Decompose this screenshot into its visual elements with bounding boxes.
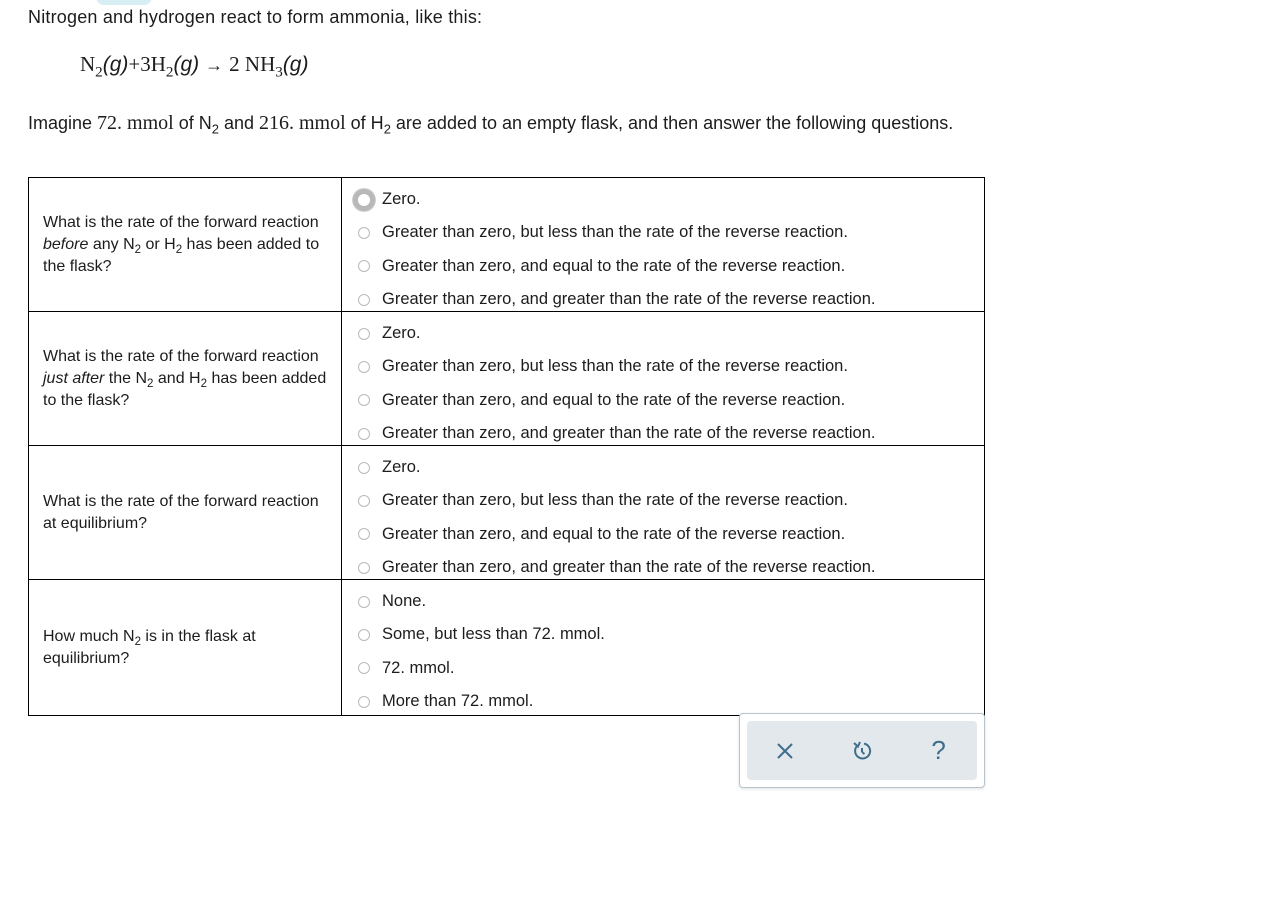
answer-option[interactable] — [342, 484, 984, 517]
answer-toolbar — [739, 713, 985, 788]
answer-option[interactable] — [342, 451, 984, 484]
answer-options — [342, 446, 984, 579]
option-label: More than 72. mmol. — [382, 692, 534, 711]
question-row — [29, 311, 984, 445]
answer-option[interactable] — [342, 384, 984, 417]
radio-button[interactable] — [358, 596, 370, 608]
answer-option[interactable] — [342, 216, 984, 249]
option-label: Greater than zero, but less than the rate of the reverse reaction. — [382, 357, 848, 376]
eq-nh3: 2 NH — [229, 52, 276, 76]
option-label: Zero. — [382, 190, 421, 209]
answer-option[interactable] — [342, 618, 984, 651]
radio-button[interactable] — [358, 629, 370, 641]
question-row — [29, 178, 984, 311]
answer-option[interactable] — [342, 183, 984, 216]
answer-options — [342, 178, 984, 311]
clear-button[interactable] — [765, 731, 805, 771]
option-label: Zero. — [382, 324, 421, 343]
radio-button[interactable] — [358, 662, 370, 674]
answer-option[interactable] — [342, 518, 984, 551]
undo-icon — [851, 740, 873, 762]
answer-option[interactable] — [342, 350, 984, 383]
radio-button[interactable] — [358, 260, 370, 272]
option-label: Greater than zero, and equal to the rate of the reverse reaction. — [382, 390, 846, 409]
option-label: Some, but less than 72. mmol. — [382, 625, 605, 644]
arrow-icon: → — [205, 55, 224, 75]
x-icon — [775, 741, 795, 761]
eq-h2: +3H — [128, 52, 166, 76]
radio-button[interactable] — [358, 227, 370, 239]
toolbar-buttons — [747, 721, 977, 780]
eq-n2: N — [80, 52, 96, 76]
question-text: How much $N_2$ is in the flask at equilibrium? — [29, 580, 342, 715]
answer-option[interactable] — [342, 250, 984, 283]
radio-button[interactable] — [358, 361, 370, 373]
radio-button[interactable] — [358, 328, 370, 340]
intro-text: Nitrogen and hydrogen react to form ammonia, like this: — [28, 7, 483, 27]
radio-button[interactable] — [358, 528, 370, 540]
radio-button[interactable] — [353, 189, 375, 211]
radio-button[interactable] — [358, 562, 370, 574]
radio-button[interactable] — [358, 294, 370, 306]
option-label: Zero. — [382, 458, 421, 477]
option-label: Greater than zero, but less than the rate of the reverse reaction. — [382, 491, 848, 510]
top-tab-decoration — [96, 0, 152, 5]
option-label: Greater than zero, but less than the rate of the reverse reaction. — [382, 223, 848, 242]
option-label: None. — [382, 592, 427, 611]
question-text: What is the rate of the forward reaction before any $N_2$ or $H_2$ has been added to the flask? — [29, 178, 342, 311]
radio-button[interactable] — [358, 696, 370, 708]
answer-options — [342, 312, 984, 445]
option-label: 72. mmol. — [382, 658, 455, 677]
option-label: Greater than zero, and greater than the rate of the reverse reaction. — [382, 290, 876, 309]
radio-button[interactable] — [358, 462, 370, 474]
radio-button[interactable] — [358, 495, 370, 507]
question-table — [28, 177, 985, 716]
question-row — [29, 445, 984, 579]
answer-option[interactable] — [342, 585, 984, 618]
reaction-equation: $N_2(g)+3H_2(g) \to 2$ $NH_3(g)$ — [80, 52, 309, 81]
help-icon: ? — [931, 735, 946, 765]
question-text: What is the rate of the forward reaction at equilibrium? — [29, 446, 342, 579]
question-text: What is the rate of the forward reaction just after the $N_2$ and $H_2$ has been added to the flask? — [29, 312, 342, 445]
help-button[interactable] — [919, 731, 959, 771]
undo-button[interactable] — [842, 731, 882, 771]
option-label: Greater than zero, and greater than the rate of the reverse reaction. — [382, 424, 876, 443]
problem-statement: Imagine 72. mmol of $N_2$ and 216. mmol of $H_2$ are added to an empty flask, and then answer the following questions. — [28, 112, 954, 137]
question-row — [29, 579, 984, 715]
option-label: Greater than zero, and greater than the rate of the reverse reaction. — [382, 558, 876, 577]
answer-option[interactable] — [342, 652, 984, 685]
option-label: Greater than zero, and equal to the rate of the reverse reaction. — [382, 524, 846, 543]
answer-options — [342, 580, 984, 715]
answer-option[interactable] — [342, 317, 984, 350]
radio-button[interactable] — [358, 428, 370, 440]
option-label: Greater than zero, and equal to the rate of the reverse reaction. — [382, 256, 846, 275]
radio-button[interactable] — [358, 394, 370, 406]
